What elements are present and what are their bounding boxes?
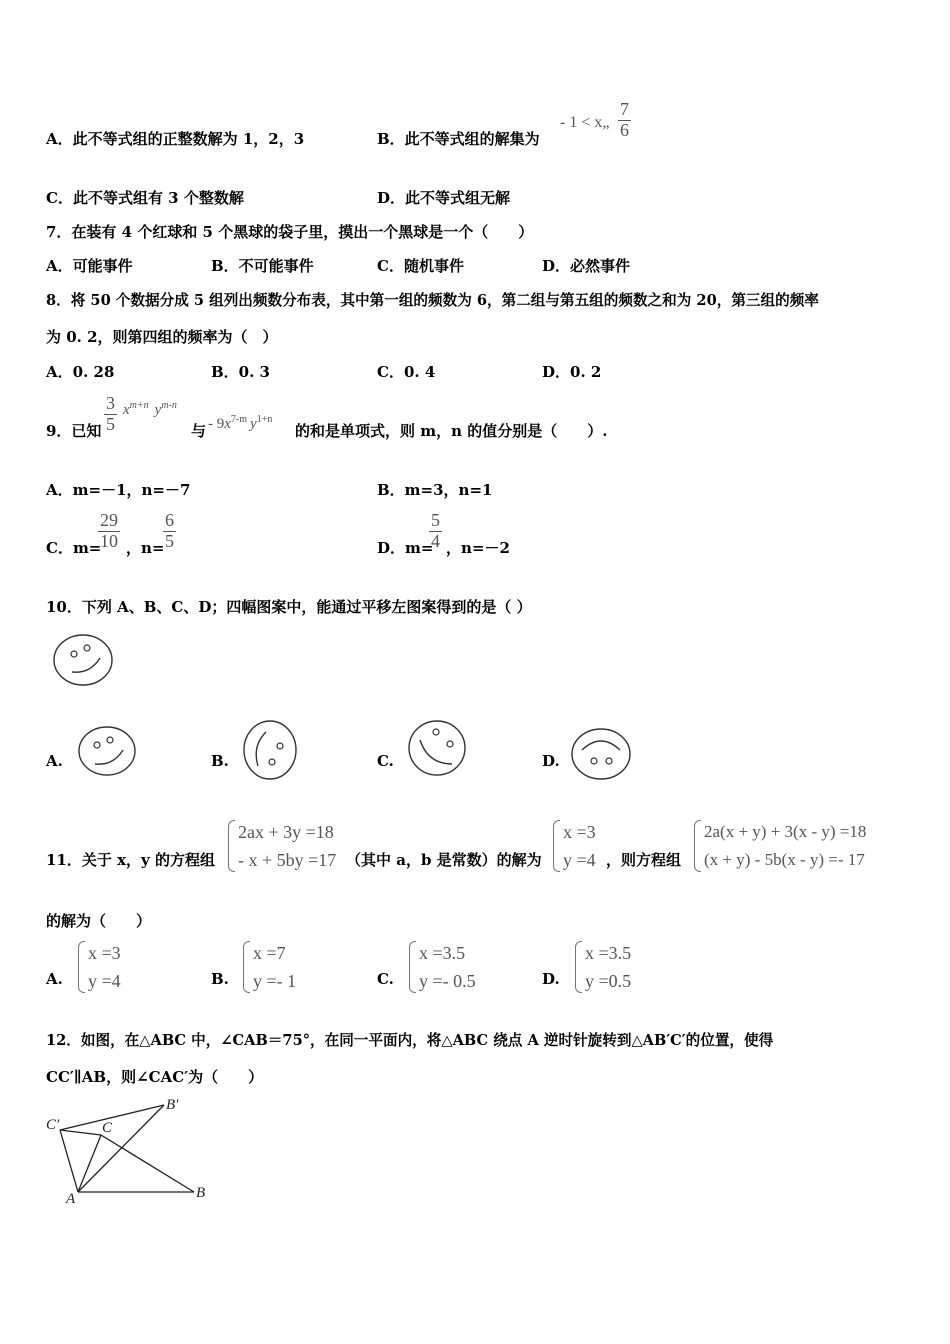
q9-option-a: A．m=－1，n=－7 [46,481,191,499]
q11-system-2 [694,818,866,874]
q11-option-a-label: A. [46,970,63,988]
fraction-numerator: 7 [620,99,629,119]
q8-option-a: A．0. 28 [46,363,115,381]
q10-option-b-label: B. [211,752,229,770]
q9-prefix: 9．已知 [46,422,102,440]
q11-line2: 的解为（ ） [46,912,152,930]
point-label-b-prime: B′ [166,1097,179,1113]
system-line: y =- 0.5 [419,971,476,991]
q7-stem: 7．在装有 4 个红球和 5 个黑球的袋子里，摸出一个黑球是一个（ ） [46,223,534,241]
point-label-a: A [66,1191,76,1207]
q10-option-a-smiley-figure [76,724,138,780]
q9-term1-x-exponent: m+n [129,400,149,411]
q6-option-b-text: B．此不等式组的解集为 [377,130,540,148]
q9-term2-y: y [250,416,257,432]
q10-option-a-label: A. [46,752,63,770]
q9-option-d-label: D．m= [377,539,434,557]
fraction-numerator: 5 [431,510,440,530]
fraction-denominator: 6 [620,119,629,140]
system-line: y =0.5 [585,971,632,991]
q9-fraction [104,394,117,435]
q9-option-d-tail: ，n=－2 [446,539,510,557]
q9-term1-x: x [123,402,130,418]
fraction-denominator: 5 [106,413,115,434]
q9-option-c-label: C．m= [46,539,102,557]
q11-option-d-system [575,939,631,995]
point-label-c: C [102,1120,113,1136]
point-label-b: B [196,1185,206,1201]
q8-option-b: B．0. 3 [211,363,270,381]
q11-solution-y: y =4 [563,850,596,870]
fraction-numerator: 6 [165,510,174,530]
q12-stem-line2: CC′∥AB，则∠CAC′为（ ） [46,1068,264,1086]
q9-term2-x-exponent: 7-m [230,414,248,425]
q9-term2 [208,414,272,433]
q9-suffix: 的和是单项式，则 m，n 的值分别是（ ）. [295,422,608,440]
q11-option-d-label: D. [542,970,560,988]
system-line: x =7 [253,943,286,963]
q6-option-b-fraction [618,100,631,141]
fraction-numerator: 29 [100,510,118,530]
system-line: x =3 [88,943,121,963]
q11-mid2: ，则方程组 [606,851,682,869]
q11-mid: （其中 a，b 是常数）的解为 [346,851,542,869]
q9-connector: 与 [191,422,207,440]
q11-system-1-eq1: 2ax + 3y =18 [238,822,334,842]
q11-prefix: 11．关于 x，y 的方程组 [46,851,215,869]
q11-option-b-system [243,939,296,995]
q11-solution-x: x =3 [563,822,596,842]
q10-option-c-label: C. [377,752,394,770]
q10-option-d-smiley-figure [568,726,634,782]
q9-term1-y-exponent: m-n [161,400,177,411]
q11-system-1 [228,818,336,874]
fraction-numerator: 3 [106,393,115,413]
q6-option-c: C．此不等式组有 3 个整数解 [46,189,244,207]
fraction-denominator: 10 [100,530,118,551]
q9-option-d-fraction [429,511,442,552]
fraction-denominator: 4 [431,530,440,551]
q8-stem-line1: 8．将 50 个数据分成 5 组列出频数分布表，其中第一组的频数为 6，第二组与第五组的频数之和为 20，第三组的频率 [46,292,819,309]
q12-stem-line1: 12．如图，在△ABC 中，∠CAB＝75°，在同一平面内，将△ABC 绕点 A 逆时针旋转到△AB′C′的位置，使得 [46,1032,774,1049]
q6-option-a: A．此不等式组的正整数解为 1，2，3 [46,130,305,148]
q9-term1 [123,400,177,419]
q9-term2-x: x [224,416,231,432]
q11-system-2-eq2: (x + y) - 5b(x - y) =- 17 [704,850,865,869]
q6-option-d: D．此不等式组无解 [377,189,511,207]
q9-option-c-mid: ，n= [126,539,165,557]
q9-option-c-fraction-1 [98,511,120,552]
q10-original-smiley-figure [50,632,116,688]
q7-option-d: D．必然事件 [542,257,631,275]
q11-option-a-system [78,939,121,995]
q9-option-b: B．m=3，n=1 [377,481,493,499]
q9-term2-y-exponent: 1+n [256,414,273,425]
system-line: y =4 [88,971,121,991]
q9-term2-coefficient: - 9 [208,416,225,432]
q7-option-c: C．随机事件 [377,257,464,275]
q6-option-b [377,128,540,149]
q11-solution [553,818,596,874]
q8-stem-line2: 为 0. 2，则第四组的频率为（ ） [46,328,278,346]
system-line: y =- 1 [253,971,297,991]
q11-option-c-label: C. [377,970,394,988]
q9-term1-y: y [154,402,162,418]
q10-option-c-smiley-figure [406,718,468,778]
q11-system-2-eq1: 2a(x + y) + 3(x - y) =18 [704,822,867,841]
q8-option-d: D．0. 2 [542,363,602,381]
system-line: x =3.5 [585,943,632,963]
q9-option-c-fraction-2 [163,511,176,552]
q8-option-c: C．0. 4 [377,363,436,381]
q7-option-a: A．可能事件 [46,257,133,275]
q11-option-c-system [409,939,476,995]
q11-system-1-eq2: - x + 5by =17 [238,850,337,870]
q12-triangle-rotation-figure [40,1092,220,1208]
q10-stem: 10．下列 A、B、C、D；四幅图案中，能通过平移左图案得到的是（ ） [46,598,532,616]
fraction-denominator: 5 [165,530,174,551]
q11-option-b-label: B. [211,970,229,988]
q6-option-b-math: - 1 < x„ [560,114,610,131]
q7-option-b: B．不可能事件 [211,257,314,275]
point-label-c-prime: C′ [46,1117,60,1133]
q10-option-b-smiley-figure [240,718,300,782]
q10-option-d-label: D. [542,752,560,770]
system-line: x =3.5 [419,943,466,963]
